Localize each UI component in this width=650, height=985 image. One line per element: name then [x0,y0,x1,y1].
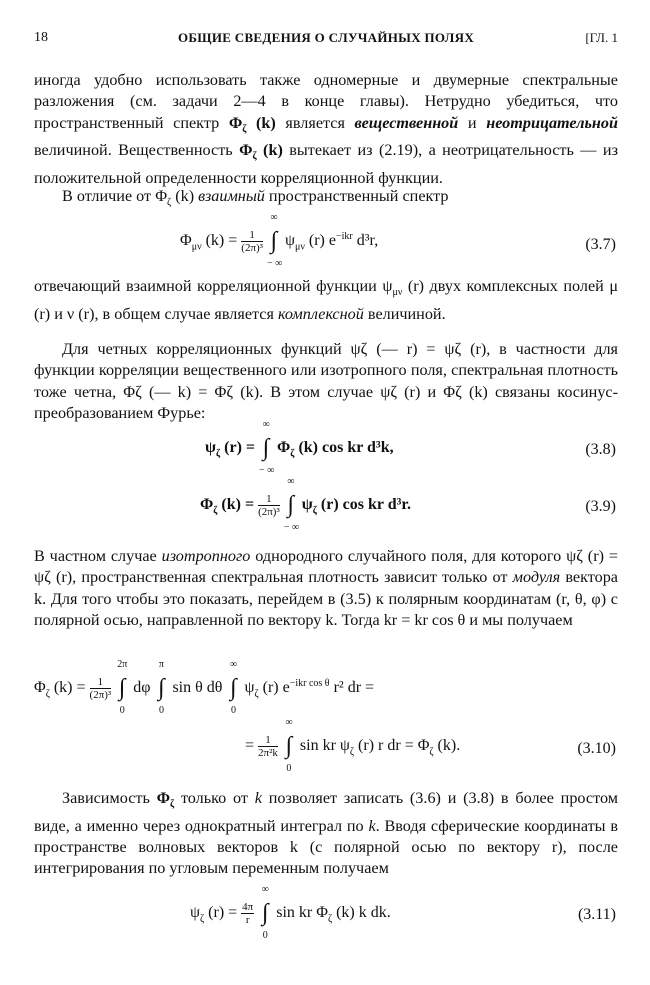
paragraph-6: Зависимость $\Phi_\zeta$ только от k позволяет записать (3.6) и (3.8) в более простом виде, а именно через однократный интеграл по k. Вводя сферические координаты в пространстве волновых векторов k (с полярной осью по вектору r), после интегрирования по угловым переменным получаем [34,789,619,878]
paragraph-3: отвечающий взаимной корреляционной функции $\psi_{\mu\nu}$ (r) двух комплексных полей μ (r) и ν (r), в общем случае является комплексной величиной. [34,277,618,323]
paragraph-1: иногда удобно использовать также одномерные и двумерные спектральные разложения (см. задачи 2—4 в конце главы). Нетрудно убедиться, что пространственный спектр $\Phi_\zeta$ (k) является вещественной и неотрицательной величиной. Вещественность $\Phi_\zeta$ (k) вытекает из (2.19), а неотрицательность — из положительной определенности корреляционной функции. [34,71,618,188]
page-number: 18 [34,30,48,45]
equation-number-3-7: (3.7) [585,236,616,253]
running-title: ОБЩИЕ СВЕДЕНИЯ О СЛУЧАЙНЫХ ПОЛЯХ [177,30,475,45]
equation-number-3-11: (3.11) [577,906,616,923]
running-header [34,30,618,52]
paragraph-2: В отличие от $\Phi_\zeta$ (k) взаимный пространственный спектр [62,187,449,209]
equation-3-7: $\Phi_{\mu\nu}$ (k) = $\frac{1}{\text{(2π)³}}$ ∫ ∞ − ∞ $\psi_{\mu\nu}$ (r) $e^{-ikr}$ d³r, [180,212,379,269]
equation-number-3-9: (3.9) [585,498,616,515]
paragraph-4: Для четных корреляционных функций ψζ (— r) = ψζ (r), в частности для функции корреляции вещественного или изотропного поля, спектральная плотность тоже четна, Φζ (— k) = Φζ (k). В этом случае ψζ (r) и Φζ (k) связаны косинус-преобразованием Фурье: [34,340,618,423]
equation-3-11: $\psi_\zeta$ (r) = $\frac{4\pi}{r}$ ∫ ∞ 0 sin kr $\Phi_\zeta$ (k) k dk. [190,884,391,941]
paragraph-5: В частном случае изотропного однородного случайного поля, для которого ψζ (r) = ψζ (r), пространственная спектральная плотность зависит только от модуля вектора k. Для того чтобы это показать, перейдем в (3.5) к полярным координатам (r, θ, φ) с полярной осью, направленной по вектору k. Тогда kr = kr cos θ и мы получаем [34,547,618,630]
equation-number-3-10: (3.10) [577,740,616,757]
chapter-label: [ГЛ. 1 [585,30,618,45]
equation-3-10-line-2: = $\frac{1}{\text{2π²k}}$ ∫ ∞ 0 sin kr $\psi_\zeta$ (r) r dr = $\Phi_\zeta$ (k). [245,717,461,774]
equation-3-9: $\Phi_\zeta$ (k) = $\frac{1}{\text{(2π)³}}$ ∫ ∞ − ∞ $\psi_\zeta$ (r) cos kr d³r. [200,476,412,533]
equation-3-10-line-1: $\Phi_\zeta$ (k) = $\frac{1}{\text{(2π)³}}$ ∫ 2π 0 dφ ∫ π 0 sin θ dθ ∫ ∞ 0 $\psi_\zeta$ (r) $e^{-ikr cos \theta}$ r² dr = [34,659,375,716]
equation-number-3-8: (3.8) [585,441,616,458]
equation-3-8: $\psi_\zeta$ (r) = ∫ ∞ − ∞ $\Phi_\zeta$ (k) cos kr d³k, [205,419,394,476]
